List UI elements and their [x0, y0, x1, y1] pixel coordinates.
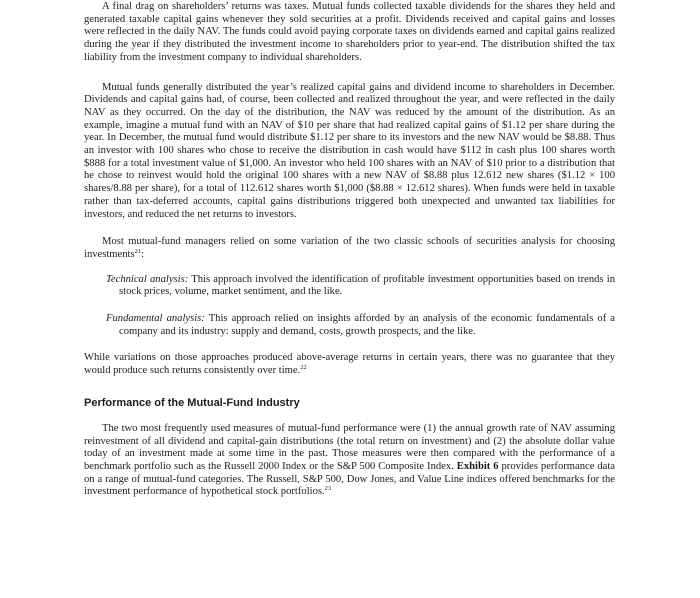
schools-tail: :: [141, 248, 145, 260]
section-heading: Performance of the Mutual-Fund Industry: [84, 396, 300, 409]
approach-text: This approach involved the identification of profitable investment opportunities based on trends in stock prices, volume, market sentiment, and the like.: [119, 273, 615, 298]
document-page: [84, 0, 615, 499]
footnote-ref-21: 21: [134, 247, 142, 255]
approach-term: Fundamental analysis:: [106, 313, 205, 325]
performance-text-2: provides performance data on a range of mutual-fund categories. The Russell, S&P 500, Dow Jones, and Value Line indices offered benchmarks for the investment performance of hypothetical stock portfolios.: [84, 460, 615, 498]
footnote-ref-22: 22: [300, 364, 307, 372]
approach-technical: [106, 274, 615, 299]
variations-text: While variations on those approaches produced above-average returns in certain years, there was no guarantee that they would produce such returns consistently over time.: [84, 352, 615, 377]
approach-fundamental: [106, 313, 615, 338]
exhibit-reference: Exhibit 6: [456, 460, 499, 472]
paragraph-distribution: Mutual funds generally distributed the year’s realized capital gains and dividend income to shareholders in December. Dividends and capital gains had, of course, been collected and realized throughout the year, and were reflected in the daily NAV as they occurred. On the day of the distribution, the NAV was reduced by the amount of the distribution. As an example, imagine a mutual fund with an NAV of $10 per share that had realized capital gains of $1.12 per share during the year. In December, the mutual fund would distribute $1.12 per share to its investors and the new NAV would be $8.88. Thus an investor with 100 shares who chose to receive the distribution in cash would have $112 in cash plus 100 shares worth $888 for a total investment value of $1,000. An investor who held 100 shares with an NAV of $10 prior to a distribution that he chose to reinvest would hold the original 100 shares with a new NAV of $8.88 plus 12.612 new shares ($1.12 × 100 shares/8.88 per share), for a total of 112.612 shares worth $1,000 ($8.88 × 12.612 shares). When funds were held in taxable rather than tax-deferred accounts, capital gains distributions triggered both unexpected and unwanted tax liabilities for investors, and reduced the net returns to investors.: [84, 81, 615, 220]
paragraph-taxes: A final drag on shareholders’ returns was taxes. Mutual funds collected taxable dividends for the shares they held and generated taxable capital gains whenever they sold securities at a profit. Dividends received and capital gains and losses were reflected in the daily NAV. The funds could avoid paying corporate taxes on dividends earned and capital gains realized during the year if they distributed the investment income to shareholders prior to year-end. The distribution shifted the tax liability from the investment company to individual shareholders.: [84, 1, 615, 63]
paragraph-performance: [84, 423, 615, 499]
schools-text: Most mutual-fund managers relied on some variation of the two classic schools of securities analysis for choosing investments: [84, 236, 615, 260]
paragraph-variations: [84, 352, 615, 377]
approach-term: Technical analysis:: [106, 273, 189, 285]
paragraph-schools: [84, 236, 615, 261]
approach-text: This approach relied on insights afforded by an analysis of the economic fundamentals of a company and its industry: supply and demand, costs, growth prospects, and the like.: [119, 313, 615, 337]
performance-text-1: The two most frequently used measures of mutual-fund performance were (1) the annual growth rate of NAV assuming reinvestment of all dividend and capital-gain distributions (the total return on investment) and (2) the absolute dollar value today of an investment made at some time in the past. Those measures were then compared with the performance of a benchmark portfolio such as the Russell 2000 Index or the S&P 500 Composite Index.: [84, 422, 615, 472]
footnote-ref-23: 23: [324, 485, 332, 493]
